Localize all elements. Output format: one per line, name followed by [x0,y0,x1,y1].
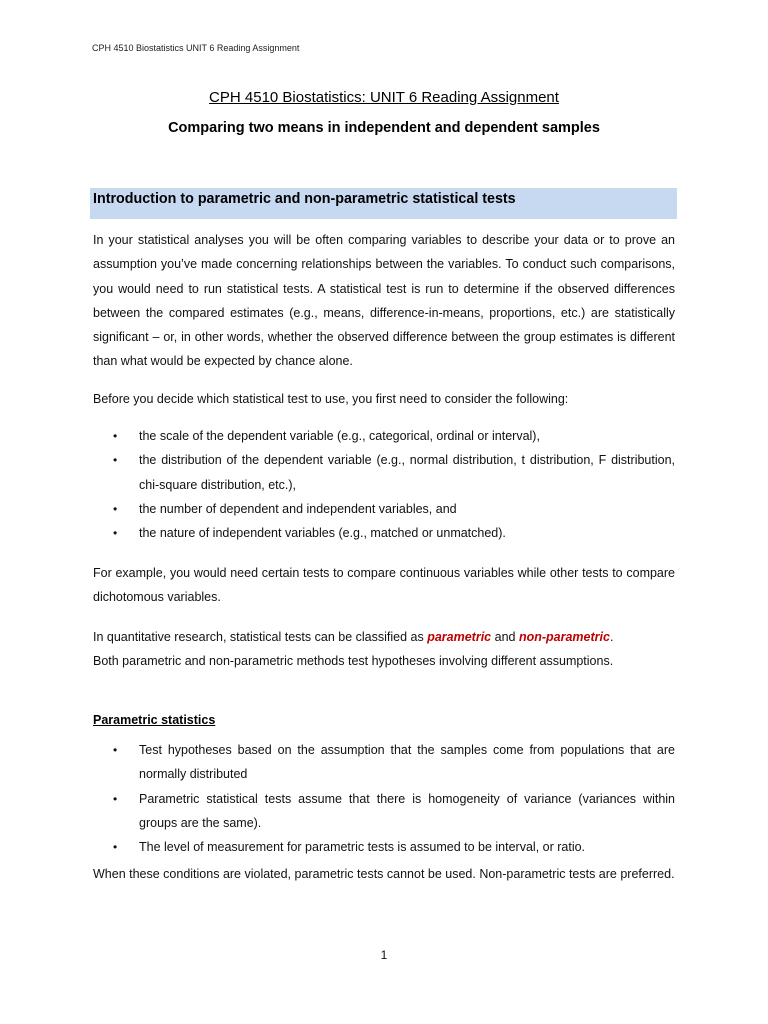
list-item: • the nature of independent variables (e.g., matched or unmatched). [110,521,675,545]
page-number: 1 [380,948,388,962]
bullet-icon: • [113,791,118,806]
considerations-list [110,424,675,545]
section-banner [90,188,677,219]
list-item: • The level of measurement for parametric tests is assumed to be interval, or ratio. [110,835,675,859]
classification-paragraph: In quantitative research, statistical tests can be classified as parametric and non-parametric. Both parametric and non-parametric methods test hypotheses involving different assumptions. [93,630,614,668]
example-paragraph: For example, you would need certain tests to compare continuous variables while other tests to compare dichotomous variables. [93,566,675,605]
considerations-intro: Before you decide which statistical test to use, you first need to consider the following: [93,392,569,406]
list-item: • the scale of the dependent variable (e.g., categorical, ordinal or interval), [110,424,675,448]
violation-paragraph: When these conditions are violated, parametric tests cannot be used. Non-parametric tests are preferred. [93,867,675,881]
bullet-icon: • [113,743,118,757]
running-header: CPH 4510 Biostatistics UNIT 6 Reading Assignment [92,43,300,53]
list-item: • the distribution of the dependent variable (e.g., normal distribution, t distribution, F distribution, chi-square distribution, etc.), [110,448,675,497]
intro-paragraph: In your statistical analyses you will be often comparing variables to describe your data or to prove an assumption you’ve made concerning relationships between the variables. To conduct such comparisons, you would need to run statistical tests. A statistical test is run to determine if the observed differences between the compared estimates (e.g., means, difference-in-means, proportions, etc.) are statistically significant – or, in other words, whether the observed difference between the group estimates is different than what would be expected by chance alone. [93,233,675,369]
bullet-icon: • [113,526,118,541]
section-heading-parametric: Parametric statistics [93,713,216,727]
bullet-icon: • [113,840,118,855]
parametric-list [110,738,675,859]
bullet-icon: • [113,429,118,443]
term-nonparametric: non-parametric [518,630,610,644]
section-heading-intro: Introduction to parametric and non-parametric statistical tests [93,191,516,207]
term-parametric: parametric [427,630,492,644]
list-item: • the number of dependent and independent variables, and [110,497,675,521]
bullet-icon: • [113,453,118,468]
bullet-icon: • [113,501,118,516]
list-item: • Parametric statistical tests assume that there is homogeneity of variance (variances within groups are the same). [110,787,675,836]
document-subtitle: Comparing two means in independent and dependent samples [168,120,600,136]
list-item: • Test hypotheses based on the assumption that the samples come from populations that are normally distributed [110,738,675,787]
document-title: CPH 4510 Biostatistics: UNIT 6 Reading Assignment [209,89,559,106]
